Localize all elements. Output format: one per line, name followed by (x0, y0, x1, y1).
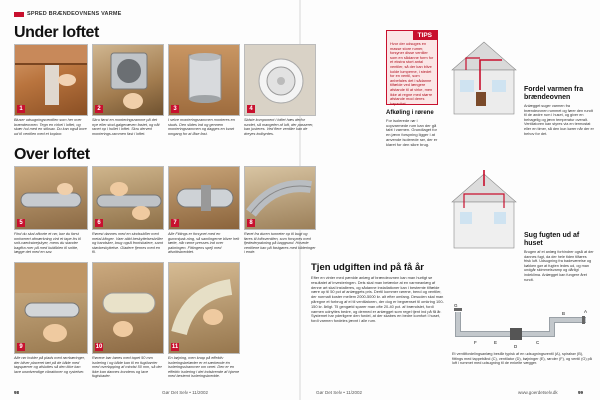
photo-9 (14, 262, 88, 354)
page-number-left: 98 (14, 390, 20, 395)
tips-label: TIPS (413, 31, 437, 40)
sug-title: Sug fugten ud af huset (524, 232, 580, 247)
section-header (14, 9, 122, 19)
diagram-label-a: A (584, 309, 588, 314)
caption-1: Bluser udsugningsventilen som her over brændeovnen. Tegn en cirkel i loftet, og skær hul med en stiksav. Du kan også bore ud til ventilen med et kopbor. (14, 118, 87, 136)
fordel-title: Fordel varmen fra brændeovnen (524, 86, 584, 101)
diagram-caption: Et ventilfordelingsanlæg består typisk af en udsugningsventil (A), spiralrør (B), fittings med tappebånd (C), ventilator (D), bøjninger (E), røroler (F), og ventil (G) på loft i rummet med udsugning til de enkelte vægger. (452, 352, 592, 366)
tjen-title: Tjen udgiften ind på få år (311, 262, 424, 273)
photo-4-illustration (245, 45, 316, 116)
sug-text: Brugen af et anlæg forhindrer også at der dannes fugt, da der hele tiden tilføres frisk luft. Udsugning fra badeværelse og køkken gør at fugten ledes ud, og man undgår skimmelsvamp og dårligt indeklima. Anlægget kan fungere året rundt. (524, 250, 594, 282)
photo-number: 11 (171, 344, 179, 350)
diagram-label-g: G (454, 303, 458, 308)
photo-1 (14, 44, 88, 116)
photo-6-illustration (93, 167, 164, 230)
house-illustration-top (446, 30, 520, 120)
header-section-label: SPRED BRÆNDEOVNENS VARME (27, 11, 122, 17)
duct-diagram-drawing (452, 300, 592, 350)
caption-5: Find du skal afkorte et rør, bør du først omhørrert afmærkning vird et tape-frs til snit-vaerkstøejskyer, mens du stander bagifra roer på med kuldiblen til snitte, lægge det med en sav. (14, 232, 81, 255)
house-mid-drawing (446, 164, 520, 254)
photo-number: 1 (17, 105, 25, 113)
section-title-over: Over loftet (14, 146, 90, 163)
photo-11-illustration (169, 263, 240, 354)
house-top-drawing (446, 30, 520, 120)
photo-10-illustration (93, 263, 164, 354)
caption-8: Røret fra duren tunneter op til bugt og føres til loftsventilen, som forsynes med fjedederpakning på baggrund. Hovede ventilene kan på fastgøres med kilderinger i ende. (244, 232, 316, 255)
caption-10: Rørene bør børes med tapet 50 mm isolering i og både kan til en fugtbarrier med overlapping af mindst 50 mm, så der ikke kan dannes kondens og lave fugtskader. (92, 356, 162, 379)
photo-2 (92, 44, 164, 116)
photo-number: 6 (95, 219, 103, 227)
footer-mag-left: Gør Det Selv • 11/2002 (162, 390, 209, 395)
photo-11 (168, 262, 240, 354)
photo-number: 8 (247, 219, 255, 227)
diagram-label-b: B (562, 311, 566, 316)
caption-6: Rørest dannes med en sindsskiller med metal-klinger. Vaer altid beskyttelsesbriller og handsker, brug også frontskalere, samt støvbeskyttelse. Gladere fjernes med en fil. (92, 232, 163, 255)
photo-8-illustration (245, 167, 316, 230)
caption-4: Sidste komponent i loftet hæs derfor rundet, så mangelen af luft, der passerer, kan justeres. Ved flere ventiler kan de dreyes indbyrdes. (244, 118, 314, 136)
section-title-under: Under loftet (14, 24, 99, 41)
photo-number: 3 (171, 105, 179, 113)
photo-5 (14, 166, 88, 230)
photo-number: 2 (95, 105, 103, 113)
page-number-right: 99 (578, 390, 584, 395)
photo-7 (168, 166, 240, 230)
tips-box (386, 30, 438, 105)
diagram-label-e: E (494, 340, 498, 345)
diagram-label-f: F (474, 340, 477, 345)
photo-number: 5 (17, 219, 25, 227)
caption-7: Alle Fittings er forsynet med en gummipak-ning, så samlingerne bliver helt tætte, når rørne presses ind over pakningen. Fittingens spejl med afsnittsbreddet. (168, 232, 240, 255)
photo-5-illustration (15, 167, 88, 230)
diagram-label-d: D (514, 344, 518, 349)
photo-number: 7 (171, 219, 179, 227)
tjen-text: Efter en vinter med pænlde anlæg af brændeovnen kan man hurtigt se resultatet af investeringen. Dels skal man betænke at en varmeanlæg af denne art skal installeres, og sådanne installationer kan i bestemte tilfælde være op til 50 pct af anlæggets pris. Dertil kommer rørene, bend og ventiler, der normalt koster mellem 2000-5000 kr. alt efter omfang. Desuden skal man påregne et forbrug af el til ventilatoren, der dog er begrænset til omkring 100-150 kr. årligt. Til gengæld sparer man ofte 20-40 pct. af brændslet, fordi varmen udnyttes bedre, og dermed er anlægget som regel tjent ind på få år. Systemet har yderligere den fordel, at der skabes en bedre komfort i huset, fordi varmen fordeles jævnt i alle rum. (311, 275, 444, 324)
house-illustration-mid (446, 164, 520, 254)
footer-site[interactable]: www.goerdetselv.dk (518, 390, 558, 395)
duct-diagram (452, 300, 592, 350)
tips-text: Hvor der udsuges en masse store rumer, forsyner disse ventiler som en sådanne form for et ekstra stort antal ventiler, så der kan blive kolde lumperne, i stedet for en ventil, som anbefales det i sådanne tilfælde ved længere afstande til at virke, men ikke at regne med større afstande mod deres kapacitet. (390, 41, 434, 106)
footer-left (14, 390, 19, 395)
photo-9-illustration (15, 263, 88, 354)
photo-10 (92, 262, 164, 354)
photo-3-illustration (169, 45, 240, 116)
header-accent-bar (14, 12, 24, 17)
caption-2: Skru først en monteringsramme på det nye eller stod-galgevæven fastet, og nåt ranet op i hullet i loftet. Skru derved monterings-rammen fast i loftet. (92, 118, 160, 136)
diagram-label-c: C (536, 340, 540, 345)
photo-2-illustration (93, 45, 164, 116)
fordel-text: Anlægget suger varmen fra brændeovnen rummet og fører den rundt til de andre rum i huset, og giver en behagelig og jævn temperatur overalt. Ventilatoren kan styres via en termostat eller en timer, så den kun kører når der er behov for det. (524, 104, 594, 136)
footer-right (578, 390, 583, 395)
footer-mag-right: Gør Det Selv • 11/2002 (316, 390, 363, 395)
afkoling-text: For isolerede rør i uopvarmede rum kan der gå tabt i varmen. Grundlaget for en jævn forsyning ligger i at anvende isolerede rør, der er klaret for den sikre brug. (386, 118, 438, 147)
photo-number: 10 (95, 344, 103, 350)
photo-number: 9 (17, 343, 25, 351)
photo-7-illustration (169, 167, 240, 230)
caption-11: En bøjning, men knap på effektiv isoleringsbelæder er et særkende én isoleringsshammer om røret. Den er en effektiv isolering i det indskrende af hjørne med bestemt isoleringsbredde. (168, 356, 240, 379)
photo-1-illustration (15, 45, 88, 116)
photo-8 (244, 166, 316, 230)
photo-4 (244, 44, 316, 116)
photo-6 (92, 166, 164, 230)
photo-number: 4 (247, 105, 255, 113)
caption-3: I selve monteringsrammen monteres en studs. Den slides ind og gennem monteringsrammen og dagges en kvart omgang for at låse fast. (168, 118, 235, 136)
caption-9: Alle rør holder på plads med rørrbæringer, der bliver placeret tæt på de både med tagspærrer og afsluttes så den ikke kan lave unødvendige vibrationer og rystelser. (14, 356, 85, 374)
photo-3 (168, 44, 240, 116)
afkoling-title: Afkøling i rørene (386, 110, 434, 116)
